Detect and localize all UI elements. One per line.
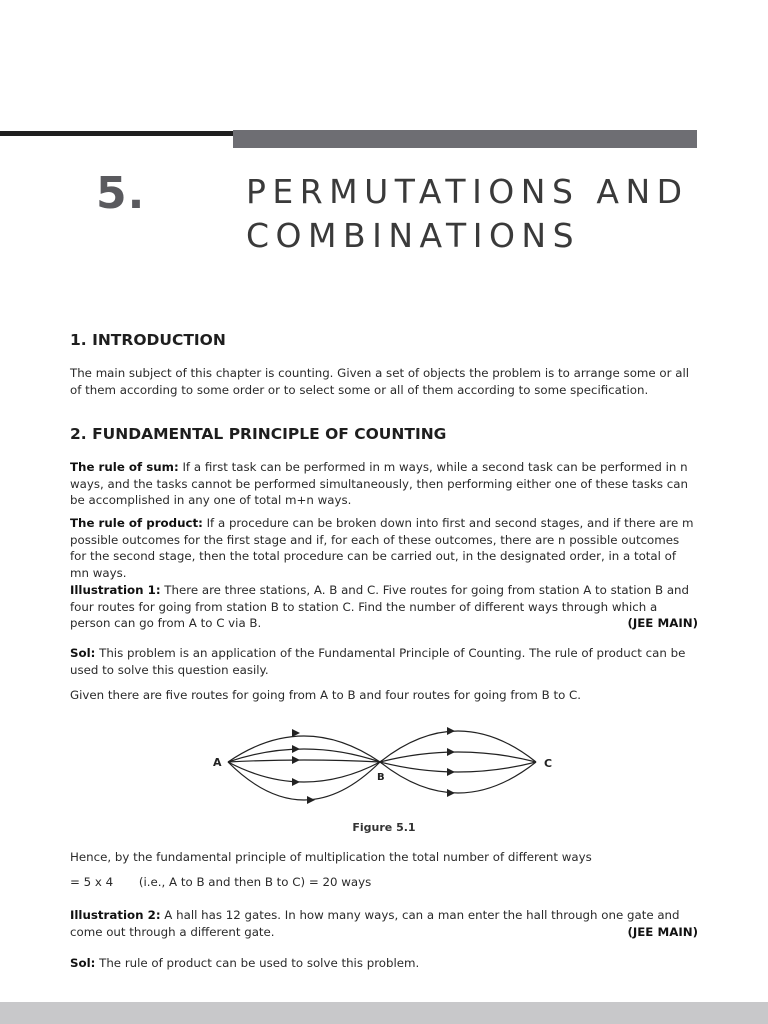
arrow-b-c-2 xyxy=(447,748,455,756)
result-paragraph: Hence, by the fundamental principle of multiplication the total number of different ways xyxy=(70,850,592,864)
arrow-a-b-3 xyxy=(292,756,300,764)
arrow-a-b-4 xyxy=(292,778,300,786)
chapter-title-line1: PERMUTATIONS AND xyxy=(246,172,689,211)
header-rule-grey xyxy=(233,130,697,148)
rule-of-product-label: The rule of product: xyxy=(70,516,203,530)
route-a-b-5 xyxy=(228,762,380,800)
illustration-2-tag: (JEE MAIN) xyxy=(627,924,698,939)
arrow-b-c-3 xyxy=(447,768,455,776)
section-heading-introduction: 1. INTRODUCTION xyxy=(70,331,226,349)
arrow-a-b-5 xyxy=(307,796,315,804)
chapter-number: 5. xyxy=(96,168,146,219)
illustration-1-paragraph xyxy=(70,582,698,632)
rule-of-sum-text: If a first task can be performed in m ways, while a second task can be performed in n ways, and the tasks cannot be performed simultaneously, then performing either one of these tasks can be accomplished in any one of total m+n ways. xyxy=(70,460,688,507)
node-label-a: A xyxy=(213,756,222,769)
solution-2-label: Sol: xyxy=(70,956,96,970)
solution-1-label: Sol: xyxy=(70,646,96,660)
arrow-b-c-4 xyxy=(447,789,455,797)
solution-2-paragraph xyxy=(70,955,698,972)
arrow-b-c-1 xyxy=(447,727,455,735)
solution-2-text: The rule of product can be used to solve this problem. xyxy=(95,956,420,970)
route-a-b-4 xyxy=(228,762,380,782)
node-label-c: C xyxy=(544,757,553,770)
route-b-c-2 xyxy=(380,752,536,762)
given-routes-paragraph: Given there are five routes for going from A to B and four routes for going from B to C. xyxy=(70,688,582,702)
route-a-b-3 xyxy=(228,760,380,762)
footer-bar xyxy=(0,1002,768,1024)
chapter-title xyxy=(246,170,706,258)
illustration-2-text: A hall has 12 gates. In how many ways, can a man enter the hall through one gate and come out through a different gate. xyxy=(70,908,680,939)
rule-of-product-paragraph xyxy=(70,515,698,581)
rule-of-product-text: If a procedure can be broken down into first and second stages, and if there are m possible outcomes for the first stage and if, for each of these outcomes, there are n possible outcomes for the second stage, then the total procedure can be carried out, in the designated order, in a total of mn ways. xyxy=(70,516,694,580)
node-label-b: B xyxy=(377,772,385,783)
arrow-a-b-2 xyxy=(292,745,300,753)
figure-caption: Figure 5.1 xyxy=(352,821,416,834)
header-rule-dark xyxy=(0,131,234,136)
route-b-c-3 xyxy=(380,762,536,772)
result-equation xyxy=(70,875,371,889)
chapter-title-line2: COMBINATIONS xyxy=(246,216,581,255)
illustration-2-label: Illustration 2: xyxy=(70,908,161,922)
routes-diagram xyxy=(200,720,570,820)
introduction-paragraph: The main subject of this chapter is counting. Given a set of objects the problem is to arrange some or all of them according to some order or to select some or all of them according to some specification. xyxy=(70,366,690,397)
rule-of-sum-label: The rule of sum: xyxy=(70,460,179,474)
illustration-1-tag: (JEE MAIN) xyxy=(627,616,698,630)
rule-of-sum-paragraph xyxy=(70,459,698,509)
illustration-1-label: Illustration 1: xyxy=(70,583,161,597)
section-heading-counting: 2. FUNDAMENTAL PRINCIPLE OF COUNTING xyxy=(70,425,447,443)
illustration-2-paragraph xyxy=(70,907,698,940)
result-equation-right: (i.e., A to B and then B to C) = 20 ways xyxy=(138,875,372,889)
solution-1-text: This problem is an application of the Fundamental Principle of Counting. The rule of product can be used to solve this question easily. xyxy=(70,646,686,677)
illustration-1-text: There are three stations, A. B and C. Five routes for going from station A to station B and four routes for going from station B to station C. Find the number of different ways through which a person can go from A to C via B. xyxy=(70,583,690,630)
result-equation-left: = 5 x 4 xyxy=(70,875,114,889)
solution-1-paragraph xyxy=(70,645,698,678)
